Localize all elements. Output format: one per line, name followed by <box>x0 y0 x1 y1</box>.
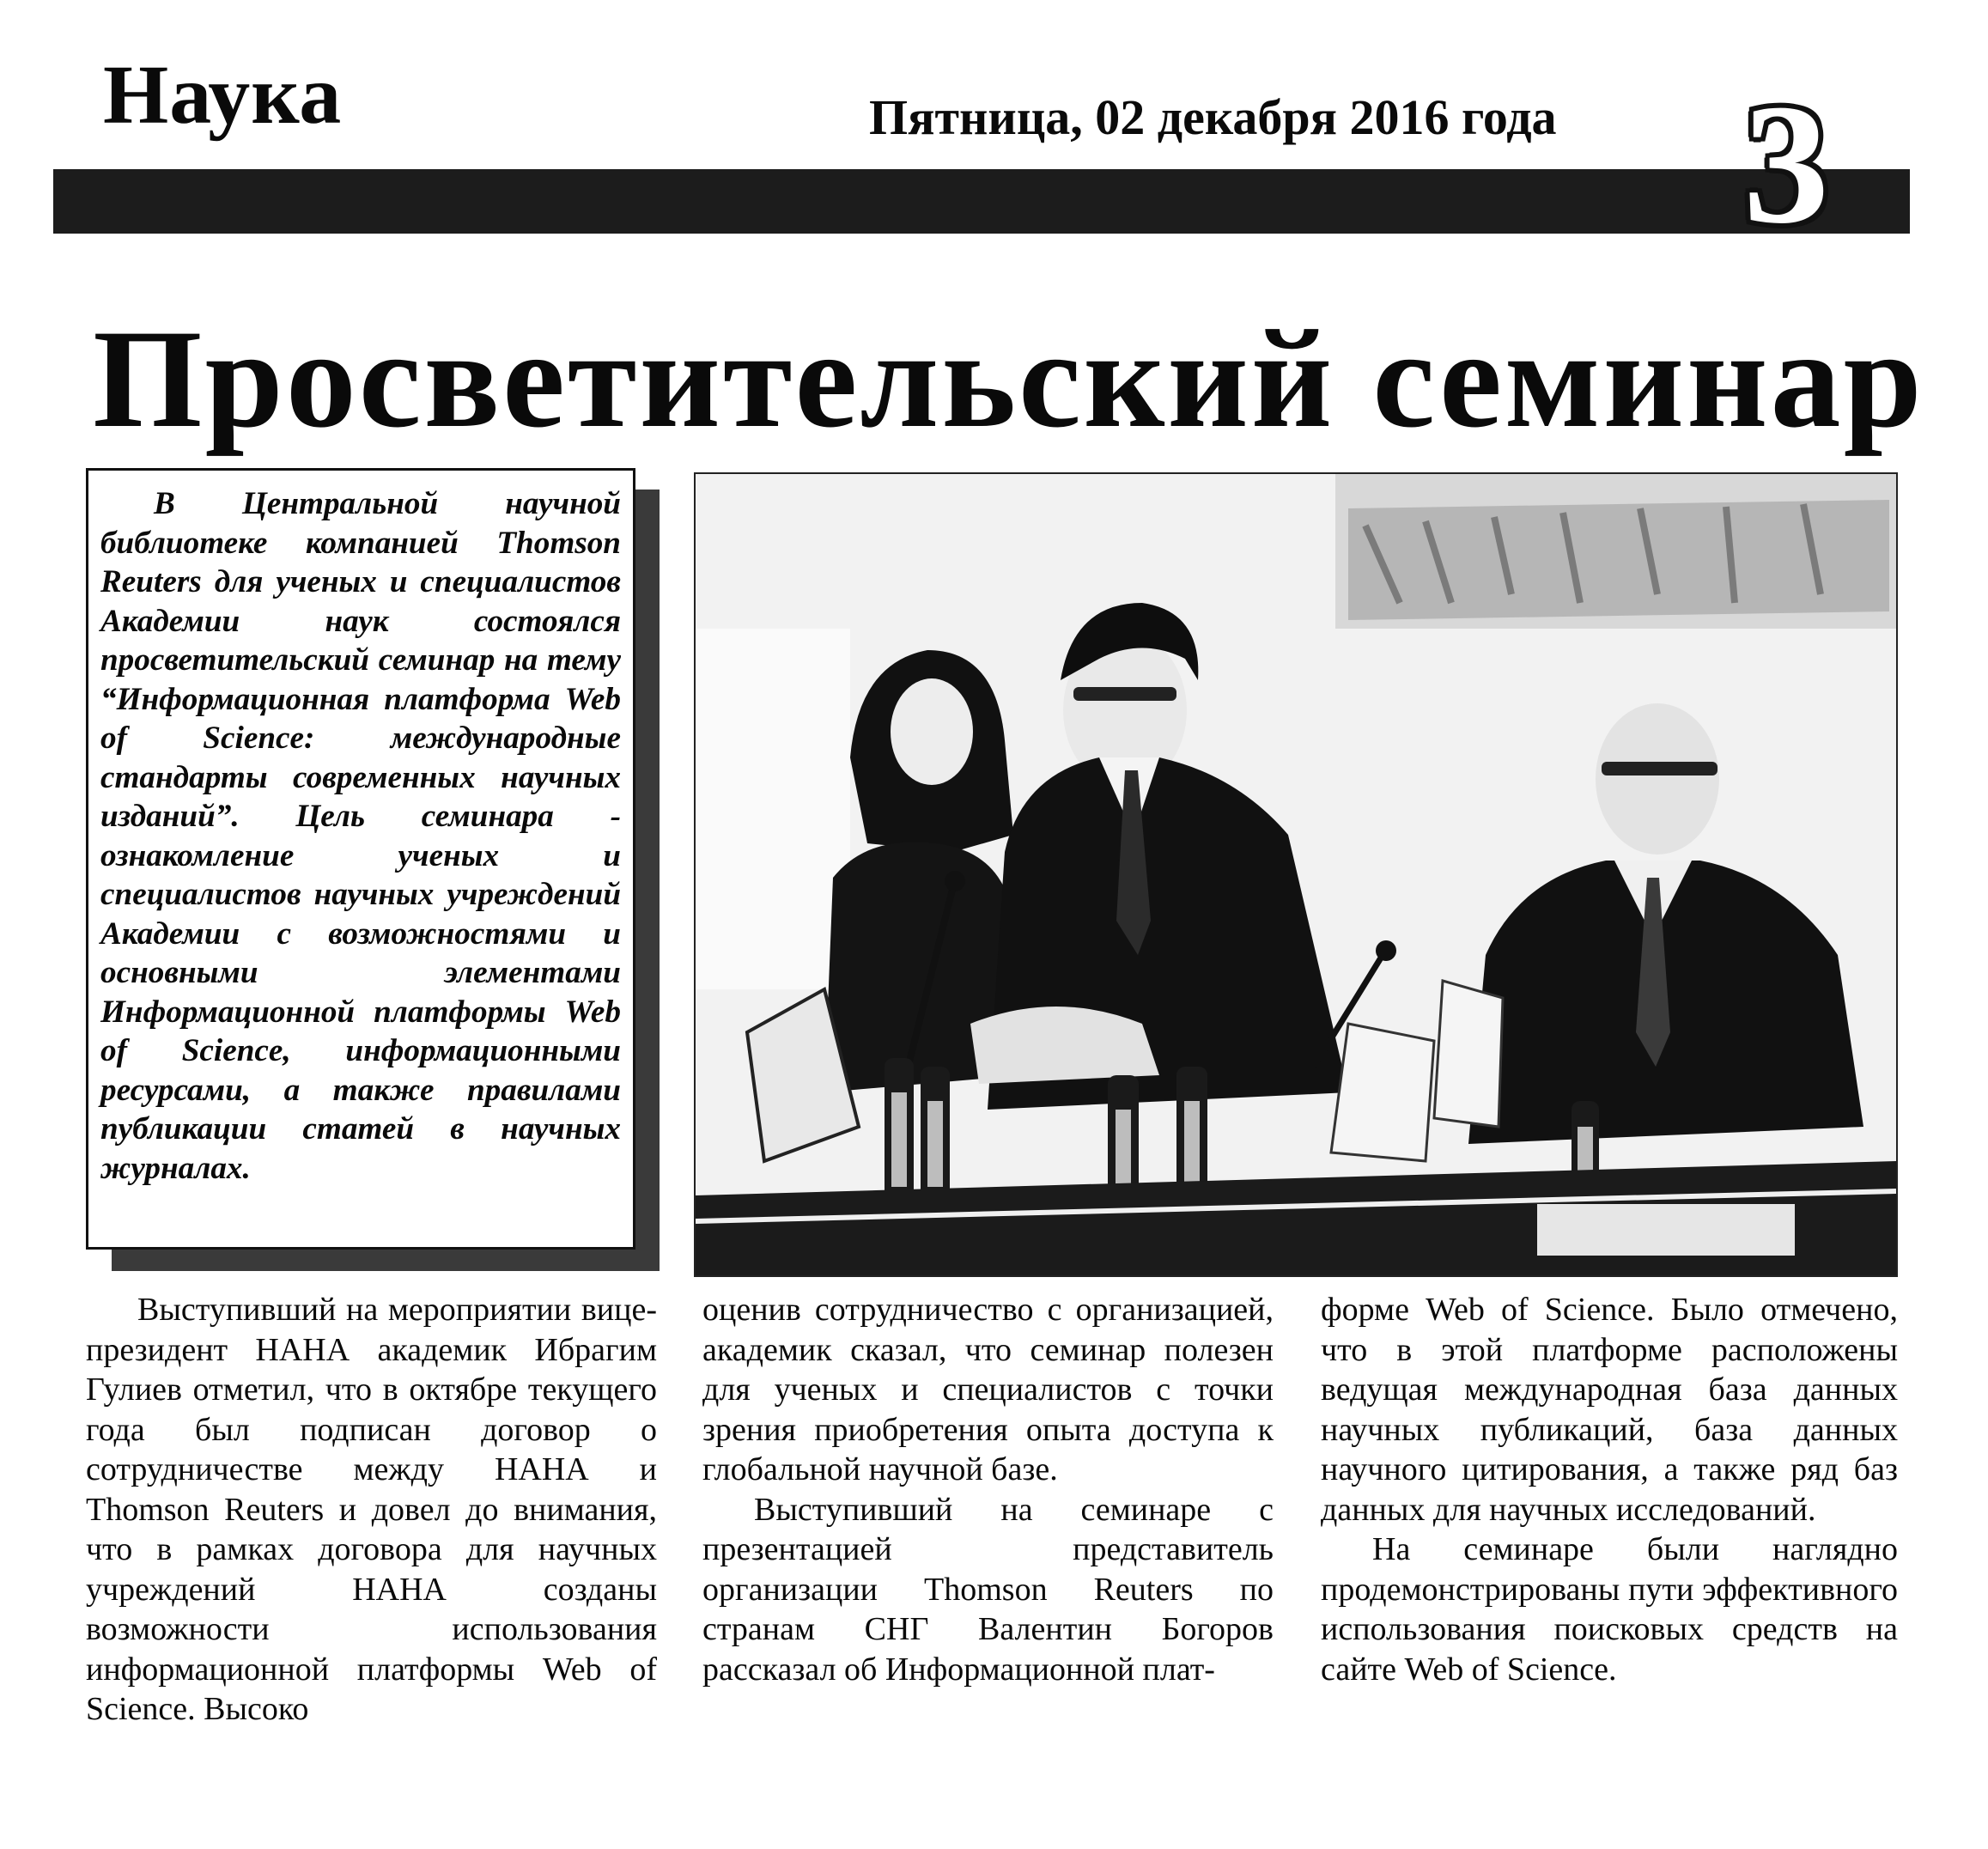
article-headline: Просветительский семинар <box>93 301 1924 457</box>
body-column-2 <box>702 1290 1274 1689</box>
body-paragraph: оценив сотрудничество с организацией, академик сказал, что семинар полезен для ученых и специалистов с точки зрения приобретения опыта доступа к глобальной научной базе. <box>702 1292 1274 1487</box>
body-paragraph: Выступивший на семинаре с презентацией представитель организации Thomson Reuters по странам СНГ Валентин Богоров рассказал об Информационной плат- <box>702 1491 1274 1688</box>
body-column-3 <box>1321 1290 1898 1689</box>
lead-box <box>86 468 635 1250</box>
body-paragraph: Выступивший на мероприятии вице-президент НАНА академик Ибрагим Гулиев отметил, что в октябре текущего года был подписан договор о сотрудничестве между НАНА и Thomson Reuters и довел до внимания, что в рамках договора для научных учреждений НАНА созданы возможности использования информационной платформы Web of Science. Высоко <box>86 1292 657 1727</box>
seminar-photo <box>694 472 1898 1277</box>
seminar-photo-drawing <box>696 474 1896 1275</box>
page-number: 3 <box>1743 70 1829 259</box>
header-rule-bar <box>53 169 1910 234</box>
body-column-1 <box>86 1290 657 1730</box>
issue-date: Пятница, 02 декабря 2016 года <box>869 89 1557 145</box>
lead-paragraph: В Центральной научной библиотеке компанией Thomson Reuters для ученых и специалистов Академии наук состоялся просветительский семинар на тему “Информационная платформа Web of Science: международные стандарты современных научных изданий”. Цель семинара - ознакомление ученых и специалистов научных учреждений Академии с возможностями и основными элементами Информационной платформы Web of Science, информационными ресурсами, а также правилами публикации статей в научных журналах. <box>100 486 621 1186</box>
body-paragraph: форме Web of Science. Было отмечено, что в этой платформе расположены ведущая международная база данных научных публикаций, база данных научного цитирования, а также ряд баз данных для научных исследований. <box>1321 1292 1898 1528</box>
section-name: Наука <box>103 49 343 142</box>
body-paragraph: На семинаре были наглядно продемонстрированы пути эффективного использования поисковых средств на сайте Web of Science. <box>1321 1531 1898 1688</box>
